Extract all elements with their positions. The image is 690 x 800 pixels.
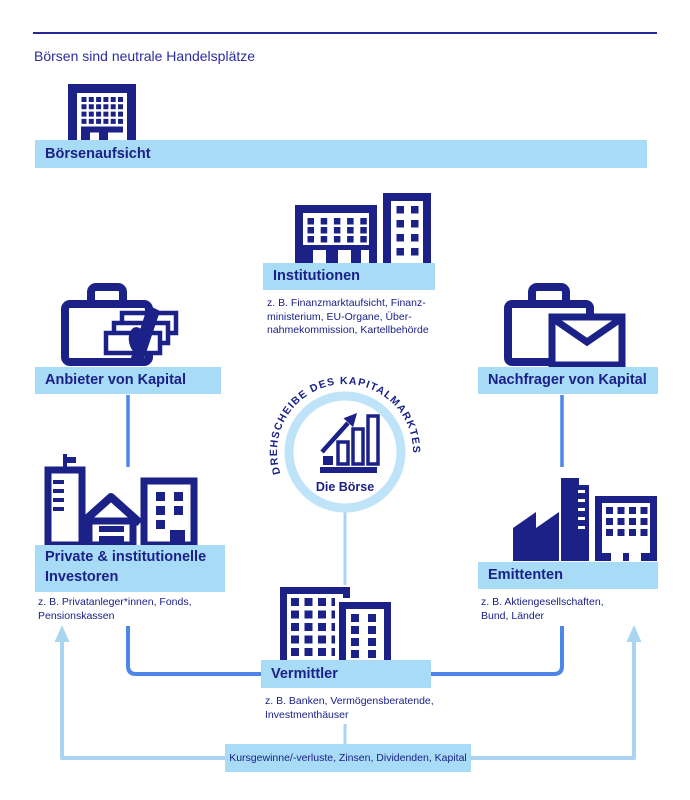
briefcase-mail-icon — [506, 279, 626, 367]
flow-return-left-line — [62, 640, 225, 758]
investoren-description: z. B. Privatanleger*innen, Fonds, Pensionskassen — [38, 596, 192, 622]
top-rule — [33, 32, 657, 34]
flow-banner-label: Kursgewinne/-verluste, Zinsen, Dividenden, Kapital — [229, 752, 467, 764]
vermittler-label: Vermittler — [271, 666, 338, 682]
institutionen-banner — [263, 263, 435, 290]
connector-emittenten-vermittler — [430, 626, 562, 674]
hub-die-boerse — [250, 360, 440, 520]
institutionen-label: Institutionen — [273, 268, 360, 284]
investoren-label-line1: Private & institutionelle — [45, 549, 207, 565]
institutionen-description: z. B. Finanzmarktaufsicht, Finanz- ministerium, EU-Organe, Über- nahmekommission, Kartellbehörde — [267, 297, 429, 336]
anbieter-banner — [35, 367, 221, 394]
hub-label: Die Börse — [315, 480, 375, 494]
bank-buildings-icon — [278, 585, 393, 660]
hub-arc-label: DREHSCHEIBE DES KAPITALMARKTES — [267, 375, 423, 476]
flow-banner — [225, 744, 471, 772]
factory-buildings-icon — [503, 468, 658, 561]
flow-return-right-line — [470, 640, 634, 758]
emittenten-banner — [478, 562, 658, 589]
briefcase-money-icon — [62, 279, 182, 367]
boersenaufsicht-banner — [35, 140, 647, 168]
investoren-label-line2: Investoren — [45, 568, 119, 585]
vermittler-description: z. B. Banken, Vermögensberatende, Investmenthäuser — [265, 695, 434, 721]
boersenaufsicht-label: Börsenaufsicht — [45, 146, 151, 162]
city-buildings-icon — [42, 450, 200, 545]
nachfrager-banner — [478, 367, 658, 394]
office-building-icon — [68, 84, 136, 140]
nachfrager-label: Nachfrager von Kapital — [488, 372, 647, 388]
investoren-banner — [35, 545, 225, 592]
emittenten-label: Emittenten — [488, 567, 563, 583]
vermittler-banner — [261, 660, 431, 688]
flow-return-right-arrowhead-icon — [627, 625, 642, 642]
government-buildings-icon — [295, 193, 431, 263]
anbieter-label: Anbieter von Kapital — [45, 372, 186, 388]
emittenten-description: z. B. Aktiengesellschaften, Bund, Länder — [481, 596, 604, 622]
connector-investoren-vermittler — [128, 626, 262, 674]
flow-return-left-arrowhead-icon — [55, 625, 70, 642]
page-title: Börsen sind neutrale Handelsplätze — [34, 48, 256, 64]
